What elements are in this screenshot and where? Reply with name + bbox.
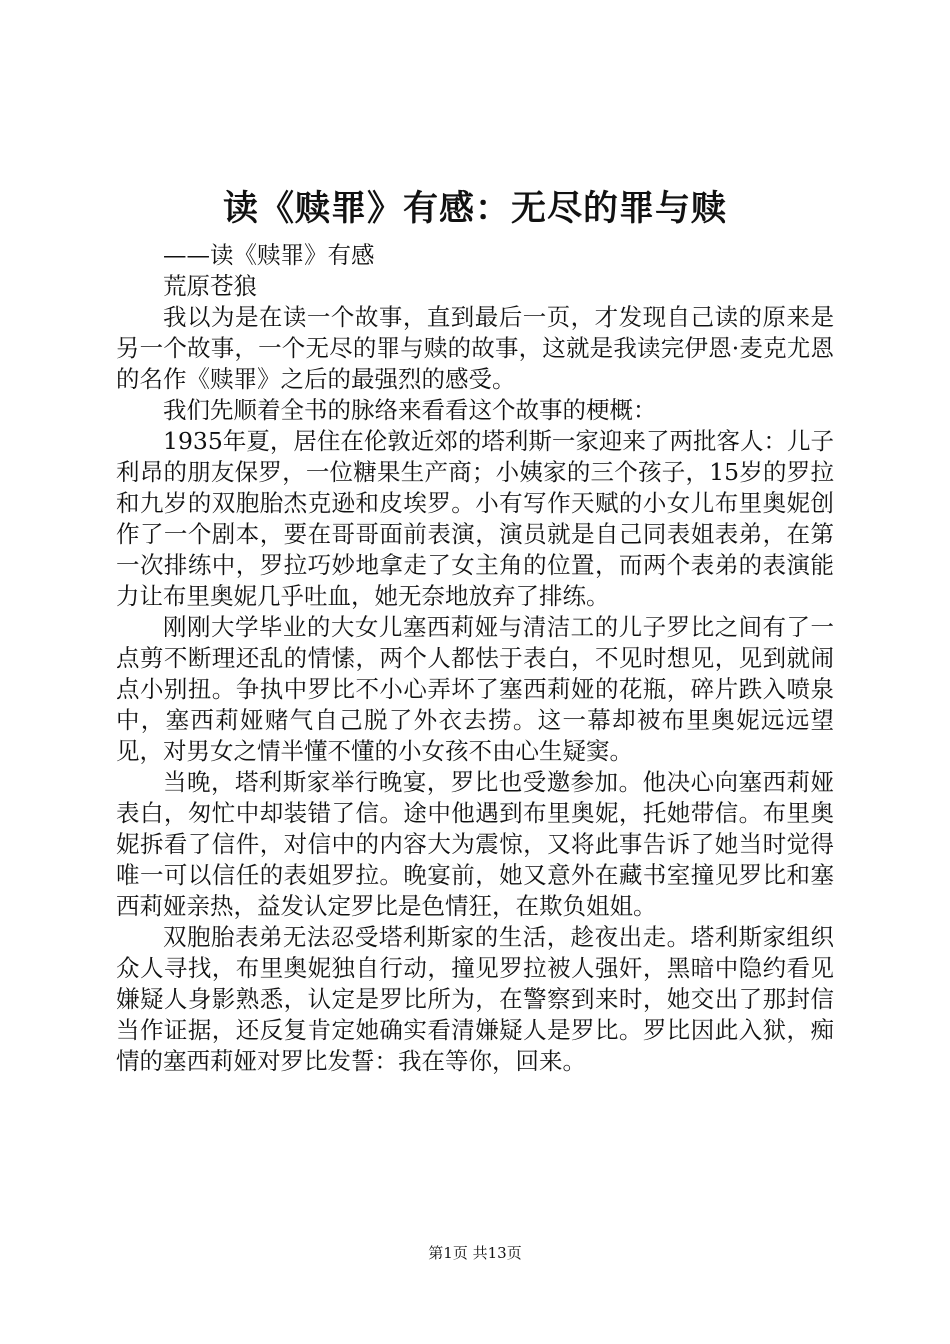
paragraph: 我以为是在读一个故事，直到最后一页，才发现自己读的原来是另一个故事，一个无尽的罪与赎的故事，这就是我读完伊恩·麦克尤恩的名作《赎罪》之后的最强烈的感受。 xyxy=(116,303,834,393)
document-body xyxy=(116,240,834,1077)
paragraph: 当晚，塔利斯家举行晚宴，罗比也受邀参加。他决心向塞西莉娅表白，匆忙中却装错了信。途中他遇到布里奥妮，托她带信。布里奥妮拆看了信件，对信中的内容大为震惊，又将此事告诉了她当时觉得唯一可以信任的表姐罗拉。晚宴前，她又意外在藏书室撞见罗比和塞西莉娅亲热，益发认定罗比是色情狂，在欺负姐姐。 xyxy=(116,768,834,920)
document-title: 读《赎罪》有感：无尽的罪与赎 xyxy=(222,188,727,229)
page-footer: 第1页 共13页 xyxy=(428,1244,522,1262)
paragraph: 1935年夏，居住在伦敦近郊的塔利斯一家迎来了两批客人：儿子利昂的朋友保罗，一位糖果生产商；小姨家的三个孩子，15岁的罗拉和九岁的双胞胎杰克逊和皮埃罗。小有写作天赋的小女儿布里奥妮创作了一个剧本，要在哥哥面前表演，演员就是自己同表姐表弟，在第一次排练中，罗拉巧妙地拿走了女主角的位置，而两个表弟的表演能力让布里奥妮几乎吐血，她无奈地放弃了排练。 xyxy=(116,427,834,610)
author-name: 荒原苍狼 xyxy=(163,272,257,300)
paragraph: 我们先顺着全书的脉络来看看这个故事的梗概： xyxy=(163,396,657,424)
paragraph: 刚刚大学毕业的大女儿塞西莉娅与清洁工的儿子罗比之间有了一点剪不断理还乱的情愫，两个人都怯于表白，不见时想见，见到就闹点小别扭。争执中罗比不小心弄坏了塞西莉娅的花瓶，碎片跌入喷泉中，塞西莉娅赌气自己脱了外衣去捞。这一幕却被布里奥妮远远望见，对男女之情半懂不懂的小女孩不由心生疑窦。 xyxy=(116,613,834,765)
subtitle: ——读《赎罪》有感 xyxy=(163,241,375,269)
paragraph: 双胞胎表弟无法忍受塔利斯家的生活，趁夜出走。塔利斯家组织众人寻找，布里奥妮独自行动，撞见罗拉被人强奸，黑暗中隐约看见嫌疑人身影熟悉，认定是罗比所为，在警察到来时，她交出了那封信当作证据，还反复肯定她确实看清嫌疑人是罗比。罗比因此入狱，痴情的塞西莉娅对罗比发誓：我在等你，回来。 xyxy=(116,923,834,1075)
